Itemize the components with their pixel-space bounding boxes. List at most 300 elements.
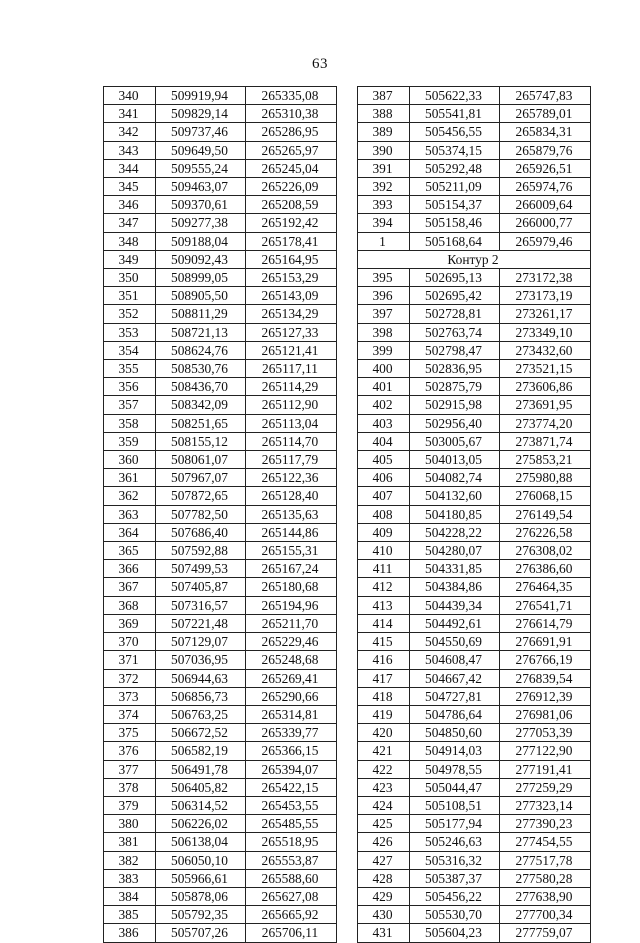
y-coordinate-cell: 266009,64 [500, 196, 591, 214]
table-row [358, 469, 591, 487]
table-row [358, 214, 591, 232]
y-coordinate-cell: 273172,38 [500, 269, 591, 287]
y-coordinate-cell: 275853,21 [500, 451, 591, 469]
point-number-cell: 376 [104, 742, 156, 760]
x-coordinate-cell: 507782,50 [156, 505, 246, 523]
y-coordinate-cell: 265422,15 [246, 778, 337, 796]
point-number-cell: 356 [104, 378, 156, 396]
table-row [358, 378, 591, 396]
table-row [104, 360, 337, 378]
point-number-cell: 397 [358, 305, 410, 323]
y-coordinate-cell: 273261,17 [500, 305, 591, 323]
y-coordinate-cell: 273173,19 [500, 287, 591, 305]
x-coordinate-cell: 503005,67 [410, 432, 500, 450]
table-row [358, 87, 591, 105]
table-row [104, 505, 337, 523]
x-coordinate-cell: 505246,63 [410, 833, 500, 851]
x-coordinate-cell: 508155,12 [156, 432, 246, 450]
x-coordinate-cell: 505374,15 [410, 141, 500, 159]
point-number-cell: 374 [104, 705, 156, 723]
y-coordinate-cell: 265627,08 [246, 887, 337, 905]
table-row [104, 560, 337, 578]
point-number-cell: 369 [104, 614, 156, 632]
point-number-cell: 358 [104, 414, 156, 432]
x-coordinate-cell: 505154,37 [410, 196, 500, 214]
point-number-cell: 345 [104, 178, 156, 196]
table-row [104, 742, 337, 760]
point-number-cell: 344 [104, 159, 156, 177]
table-row [358, 451, 591, 469]
x-coordinate-cell: 507316,57 [156, 596, 246, 614]
x-coordinate-cell: 506582,19 [156, 742, 246, 760]
x-coordinate-cell: 504492,61 [410, 614, 500, 632]
x-coordinate-cell: 504280,07 [410, 542, 500, 560]
point-number-cell: 416 [358, 651, 410, 669]
point-number-cell: 341 [104, 105, 156, 123]
table-row [104, 451, 337, 469]
y-coordinate-cell: 265665,92 [246, 906, 337, 924]
table-row [358, 760, 591, 778]
y-coordinate-cell: 265180,68 [246, 578, 337, 596]
table-row [104, 815, 337, 833]
point-number-cell: 363 [104, 505, 156, 523]
y-coordinate-cell: 265117,11 [246, 360, 337, 378]
point-number-cell: 429 [358, 887, 410, 905]
x-coordinate-cell: 507686,40 [156, 523, 246, 541]
x-coordinate-cell: 505387,37 [410, 869, 500, 887]
section-title: Контур 2 [358, 250, 591, 268]
x-coordinate-cell: 505211,09 [410, 178, 500, 196]
x-coordinate-cell: 508061,07 [156, 451, 246, 469]
table-row [104, 523, 337, 541]
point-number-cell: 372 [104, 669, 156, 687]
x-coordinate-cell: 504013,05 [410, 451, 500, 469]
point-number-cell: 428 [358, 869, 410, 887]
y-coordinate-cell: 265314,81 [246, 705, 337, 723]
x-coordinate-cell: 505158,46 [410, 214, 500, 232]
x-coordinate-cell: 504331,85 [410, 560, 500, 578]
x-coordinate-cell: 505456,55 [410, 123, 500, 141]
point-number-cell: 427 [358, 851, 410, 869]
y-coordinate-cell: 265286,95 [246, 123, 337, 141]
table-row [358, 778, 591, 796]
point-number-cell: 343 [104, 141, 156, 159]
y-coordinate-cell: 265366,15 [246, 742, 337, 760]
point-number-cell: 396 [358, 287, 410, 305]
table-row [104, 159, 337, 177]
table-row [358, 432, 591, 450]
y-coordinate-cell: 265155,31 [246, 542, 337, 560]
x-coordinate-cell: 509649,50 [156, 141, 246, 159]
table-row [104, 323, 337, 341]
x-coordinate-cell: 507592,88 [156, 542, 246, 560]
table-row [358, 305, 591, 323]
x-coordinate-cell: 508721,13 [156, 323, 246, 341]
y-coordinate-cell: 265789,01 [500, 105, 591, 123]
y-coordinate-cell: 273606,86 [500, 378, 591, 396]
point-number-cell: 370 [104, 633, 156, 651]
y-coordinate-cell: 276386,60 [500, 560, 591, 578]
table-row [104, 542, 337, 560]
table-row [358, 924, 591, 942]
y-coordinate-cell: 265113,04 [246, 414, 337, 432]
x-coordinate-cell: 505168,64 [410, 232, 500, 250]
table-row [358, 578, 591, 596]
coordinates-table-right [357, 86, 591, 943]
table-row [104, 414, 337, 432]
point-number-cell: 412 [358, 578, 410, 596]
x-coordinate-cell: 504082,74 [410, 469, 500, 487]
point-number-cell: 385 [104, 906, 156, 924]
x-coordinate-cell: 508530,76 [156, 360, 246, 378]
y-coordinate-cell: 265485,55 [246, 815, 337, 833]
x-coordinate-cell: 509092,43 [156, 250, 246, 268]
table-row [104, 578, 337, 596]
y-coordinate-cell: 276308,02 [500, 542, 591, 560]
point-number-cell: 371 [104, 651, 156, 669]
y-coordinate-cell: 265134,29 [246, 305, 337, 323]
x-coordinate-cell: 506138,04 [156, 833, 246, 851]
y-coordinate-cell: 265192,42 [246, 214, 337, 232]
point-number-cell: 403 [358, 414, 410, 432]
table-row [104, 724, 337, 742]
x-coordinate-cell: 506226,02 [156, 815, 246, 833]
y-coordinate-cell: 265143,09 [246, 287, 337, 305]
x-coordinate-cell: 508436,70 [156, 378, 246, 396]
y-coordinate-cell: 273521,15 [500, 360, 591, 378]
point-number-cell: 340 [104, 87, 156, 105]
point-number-cell: 406 [358, 469, 410, 487]
x-coordinate-cell: 506405,82 [156, 778, 246, 796]
coordinates-table-left [103, 86, 337, 943]
x-coordinate-cell: 504786,64 [410, 705, 500, 723]
y-coordinate-cell: 265122,36 [246, 469, 337, 487]
section-row [358, 250, 591, 268]
table-row [104, 178, 337, 196]
table-row [358, 105, 591, 123]
point-number-cell: 410 [358, 542, 410, 560]
x-coordinate-cell: 502915,98 [410, 396, 500, 414]
x-coordinate-cell: 506050,10 [156, 851, 246, 869]
y-coordinate-cell: 265114,70 [246, 432, 337, 450]
x-coordinate-cell: 508251,65 [156, 414, 246, 432]
y-coordinate-cell: 276226,58 [500, 523, 591, 541]
point-number-cell: 420 [358, 724, 410, 742]
point-number-cell: 375 [104, 724, 156, 742]
point-number-cell: 395 [358, 269, 410, 287]
table-row [358, 851, 591, 869]
x-coordinate-cell: 506491,78 [156, 760, 246, 778]
x-coordinate-cell: 509829,14 [156, 105, 246, 123]
y-coordinate-cell: 277700,34 [500, 906, 591, 924]
point-number-cell: 354 [104, 341, 156, 359]
x-coordinate-cell: 509188,04 [156, 232, 246, 250]
y-coordinate-cell: 276464,35 [500, 578, 591, 596]
table-row [358, 815, 591, 833]
y-coordinate-cell: 273432,60 [500, 341, 591, 359]
table-row [358, 287, 591, 305]
table-row [104, 269, 337, 287]
x-coordinate-cell: 505292,48 [410, 159, 500, 177]
point-number-cell: 362 [104, 487, 156, 505]
table-row [358, 141, 591, 159]
y-coordinate-cell: 265112,90 [246, 396, 337, 414]
y-coordinate-cell: 273349,10 [500, 323, 591, 341]
y-coordinate-cell: 277454,55 [500, 833, 591, 851]
table-row [104, 341, 337, 359]
x-coordinate-cell: 504914,03 [410, 742, 500, 760]
table-row [358, 906, 591, 924]
table-row [358, 560, 591, 578]
point-number-cell: 346 [104, 196, 156, 214]
table-row [358, 396, 591, 414]
point-number-cell: 390 [358, 141, 410, 159]
table-row [104, 833, 337, 851]
point-number-cell: 364 [104, 523, 156, 541]
point-number-cell: 415 [358, 633, 410, 651]
y-coordinate-cell: 265265,97 [246, 141, 337, 159]
table-row [104, 196, 337, 214]
point-number-cell: 355 [104, 360, 156, 378]
y-coordinate-cell: 265135,63 [246, 505, 337, 523]
x-coordinate-cell: 507129,07 [156, 633, 246, 651]
y-coordinate-cell: 265167,24 [246, 560, 337, 578]
table-row [358, 614, 591, 632]
y-coordinate-cell: 265226,09 [246, 178, 337, 196]
y-coordinate-cell: 276691,91 [500, 633, 591, 651]
x-coordinate-cell: 507405,87 [156, 578, 246, 596]
point-number-cell: 351 [104, 287, 156, 305]
table-row [104, 287, 337, 305]
point-number-cell: 407 [358, 487, 410, 505]
table-row [104, 906, 337, 924]
y-coordinate-cell: 265335,08 [246, 87, 337, 105]
y-coordinate-cell: 276981,06 [500, 705, 591, 723]
y-coordinate-cell: 265588,60 [246, 869, 337, 887]
table-row [358, 196, 591, 214]
table-row [358, 651, 591, 669]
point-number-cell: 409 [358, 523, 410, 541]
point-number-cell: 400 [358, 360, 410, 378]
point-number-cell: 350 [104, 269, 156, 287]
table-row [358, 123, 591, 141]
point-number-cell: 360 [104, 451, 156, 469]
point-number-cell: 394 [358, 214, 410, 232]
point-number-cell: 421 [358, 742, 410, 760]
x-coordinate-cell: 506856,73 [156, 687, 246, 705]
table-row [358, 887, 591, 905]
point-number-cell: 398 [358, 323, 410, 341]
y-coordinate-cell: 277638,90 [500, 887, 591, 905]
table-row [104, 887, 337, 905]
x-coordinate-cell: 502875,79 [410, 378, 500, 396]
point-number-cell: 353 [104, 323, 156, 341]
point-number-cell: 402 [358, 396, 410, 414]
point-number-cell: 419 [358, 705, 410, 723]
x-coordinate-cell: 507872,65 [156, 487, 246, 505]
table-row [358, 523, 591, 541]
y-coordinate-cell: 265974,76 [500, 178, 591, 196]
point-number-cell: 408 [358, 505, 410, 523]
y-coordinate-cell: 265926,51 [500, 159, 591, 177]
y-coordinate-cell: 265127,33 [246, 323, 337, 341]
table-row [358, 705, 591, 723]
y-coordinate-cell: 265208,59 [246, 196, 337, 214]
point-number-cell: 349 [104, 250, 156, 268]
table-row [358, 487, 591, 505]
x-coordinate-cell: 508999,05 [156, 269, 246, 287]
x-coordinate-cell: 504132,60 [410, 487, 500, 505]
point-number-cell: 388 [358, 105, 410, 123]
x-coordinate-cell: 505044,47 [410, 778, 500, 796]
table-row [104, 396, 337, 414]
y-coordinate-cell: 265269,41 [246, 669, 337, 687]
y-coordinate-cell: 265310,38 [246, 105, 337, 123]
point-number-cell: 387 [358, 87, 410, 105]
x-coordinate-cell: 505622,33 [410, 87, 500, 105]
point-number-cell: 368 [104, 596, 156, 614]
point-number-cell: 423 [358, 778, 410, 796]
point-number-cell: 383 [104, 869, 156, 887]
y-coordinate-cell: 265879,76 [500, 141, 591, 159]
point-number-cell: 401 [358, 378, 410, 396]
point-number-cell: 422 [358, 760, 410, 778]
table-row [104, 123, 337, 141]
x-coordinate-cell: 504228,22 [410, 523, 500, 541]
table-row [104, 869, 337, 887]
y-coordinate-cell: 265453,55 [246, 796, 337, 814]
point-number-cell: 424 [358, 796, 410, 814]
table-row [104, 214, 337, 232]
table-row [358, 159, 591, 177]
table-row [358, 341, 591, 359]
x-coordinate-cell: 508624,76 [156, 341, 246, 359]
point-number-cell: 389 [358, 123, 410, 141]
point-number-cell: 357 [104, 396, 156, 414]
y-coordinate-cell: 265144,86 [246, 523, 337, 541]
y-coordinate-cell: 276068,15 [500, 487, 591, 505]
y-coordinate-cell: 265290,66 [246, 687, 337, 705]
point-number-cell: 378 [104, 778, 156, 796]
x-coordinate-cell: 507499,53 [156, 560, 246, 578]
table-row [104, 105, 337, 123]
point-number-cell: 366 [104, 560, 156, 578]
x-coordinate-cell: 502956,40 [410, 414, 500, 432]
x-coordinate-cell: 509277,38 [156, 214, 246, 232]
point-number-cell: 365 [104, 542, 156, 560]
point-number-cell: 352 [104, 305, 156, 323]
x-coordinate-cell: 505177,94 [410, 815, 500, 833]
y-coordinate-cell: 265979,46 [500, 232, 591, 250]
y-coordinate-cell: 265747,83 [500, 87, 591, 105]
table-row [358, 505, 591, 523]
x-coordinate-cell: 508342,09 [156, 396, 246, 414]
point-number-cell: 430 [358, 906, 410, 924]
x-coordinate-cell: 506944,63 [156, 669, 246, 687]
table-row [358, 178, 591, 196]
point-number-cell: 367 [104, 578, 156, 596]
table-row [104, 687, 337, 705]
x-coordinate-cell: 508905,50 [156, 287, 246, 305]
y-coordinate-cell: 266000,77 [500, 214, 591, 232]
table-row [104, 596, 337, 614]
table-row [358, 232, 591, 250]
y-coordinate-cell: 276541,71 [500, 596, 591, 614]
point-number-cell: 411 [358, 560, 410, 578]
x-coordinate-cell: 502695,13 [410, 269, 500, 287]
y-coordinate-cell: 265211,70 [246, 614, 337, 632]
y-coordinate-cell: 273691,95 [500, 396, 591, 414]
table-row [358, 687, 591, 705]
point-number-cell: 373 [104, 687, 156, 705]
x-coordinate-cell: 509555,24 [156, 159, 246, 177]
table-row [358, 414, 591, 432]
table-row [104, 651, 337, 669]
y-coordinate-cell: 273774,20 [500, 414, 591, 432]
y-coordinate-cell: 277191,41 [500, 760, 591, 778]
y-coordinate-cell: 265128,40 [246, 487, 337, 505]
table-row [358, 360, 591, 378]
y-coordinate-cell: 265178,41 [246, 232, 337, 250]
table-row [104, 760, 337, 778]
y-coordinate-cell: 276149,54 [500, 505, 591, 523]
y-coordinate-cell: 276839,54 [500, 669, 591, 687]
table-row [104, 250, 337, 268]
point-number-cell: 391 [358, 159, 410, 177]
table-row [358, 596, 591, 614]
x-coordinate-cell: 504180,85 [410, 505, 500, 523]
x-coordinate-cell: 509919,94 [156, 87, 246, 105]
point-number-cell: 1 [358, 232, 410, 250]
y-coordinate-cell: 265114,29 [246, 378, 337, 396]
page-number: 63 [312, 56, 328, 72]
table-row [358, 742, 591, 760]
y-coordinate-cell: 276614,79 [500, 614, 591, 632]
y-coordinate-cell: 276766,19 [500, 651, 591, 669]
table-row [358, 869, 591, 887]
y-coordinate-cell: 265394,07 [246, 760, 337, 778]
table-row [358, 633, 591, 651]
x-coordinate-cell: 502695,42 [410, 287, 500, 305]
x-coordinate-cell: 506672,52 [156, 724, 246, 742]
x-coordinate-cell: 502728,81 [410, 305, 500, 323]
table-row [104, 669, 337, 687]
y-coordinate-cell: 265121,41 [246, 341, 337, 359]
x-coordinate-cell: 507221,48 [156, 614, 246, 632]
x-coordinate-cell: 504727,81 [410, 687, 500, 705]
point-number-cell: 414 [358, 614, 410, 632]
y-coordinate-cell: 277517,78 [500, 851, 591, 869]
x-coordinate-cell: 505541,81 [410, 105, 500, 123]
x-coordinate-cell: 505707,26 [156, 924, 246, 942]
x-coordinate-cell: 504978,55 [410, 760, 500, 778]
y-coordinate-cell: 265229,46 [246, 633, 337, 651]
y-coordinate-cell: 275980,88 [500, 469, 591, 487]
point-number-cell: 405 [358, 451, 410, 469]
x-coordinate-cell: 505792,35 [156, 906, 246, 924]
table-row [358, 542, 591, 560]
table-row [358, 669, 591, 687]
point-number-cell: 377 [104, 760, 156, 778]
y-coordinate-cell: 265518,95 [246, 833, 337, 851]
point-number-cell: 359 [104, 432, 156, 450]
x-coordinate-cell: 502836,95 [410, 360, 500, 378]
point-number-cell: 417 [358, 669, 410, 687]
y-coordinate-cell: 277323,14 [500, 796, 591, 814]
point-number-cell: 382 [104, 851, 156, 869]
point-number-cell: 381 [104, 833, 156, 851]
x-coordinate-cell: 509370,61 [156, 196, 246, 214]
